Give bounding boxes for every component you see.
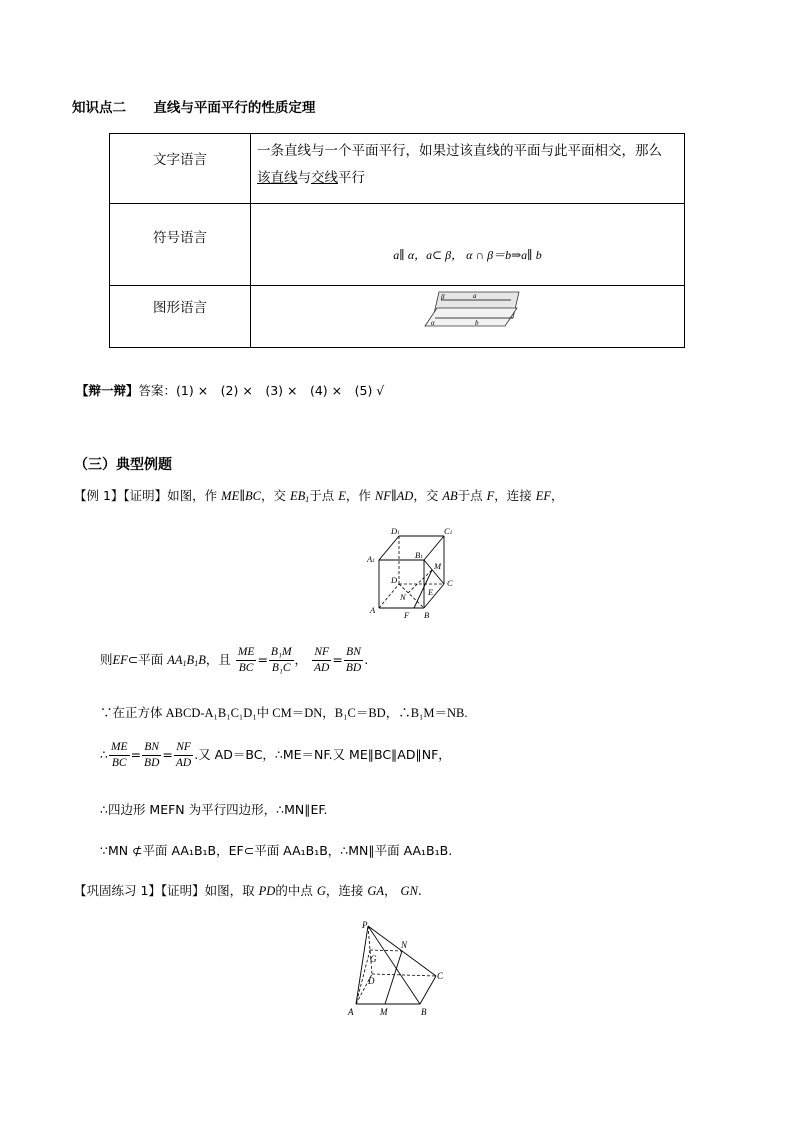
ex1-ef: EF: [535, 489, 552, 503]
theorem-table: [109, 133, 685, 348]
eq-2: =: [332, 652, 343, 667]
ex1-t2: ，交: [260, 488, 286, 503]
text-language-label: 文字语言: [110, 134, 251, 204]
proof-line-5: ∵MN ⊄平面 AA₁B₁B，EF⊂平面 AA₁B₁B，∴MN∥平面 AA₁B₁B.: [100, 843, 453, 858]
proof-line-1: 则EF⊂平面 $AA_1B_1B$，且 $\frac{ME}{BC}$ = $\frac{\text{B₁M}}{\text{B₁C}}$ ， $\frac{NF}{AD}$ = $\frac{BN}{BD}$ .: [100, 646, 369, 674]
eq-1: =: [257, 652, 268, 667]
label-a1: A1: [367, 554, 375, 564]
text-mid: 与: [297, 170, 311, 186]
label-a: A: [348, 1007, 354, 1017]
segment-mn: [385, 951, 402, 1004]
pyramid-figure: [340, 918, 460, 1022]
ex1-eb: EB: [289, 489, 306, 503]
label-b: b: [475, 319, 479, 327]
l1-and: ，且: [205, 652, 231, 667]
label-c1: C1: [444, 526, 453, 536]
label-n: N: [400, 592, 406, 602]
ex1-ab: AB: [442, 489, 458, 503]
label-d: D: [391, 575, 398, 585]
example1-intro: 【例 1】【证明】如图，作: [74, 488, 218, 503]
label-g: G: [370, 954, 377, 964]
pr-period: .: [417, 883, 422, 898]
pr-g: G: [316, 884, 326, 898]
proof-line-4: ∴四边形 MEFN 为平行四边形，∴MN∥EF.: [100, 802, 328, 817]
l3-post: .又 AD＝BC，∴ME＝NF.又 ME∥BC∥AD∥NF，: [194, 747, 451, 762]
underlined-intersection: 交线: [311, 170, 338, 186]
ex1-t4: 于点: [309, 488, 335, 503]
label-m: M: [434, 561, 442, 571]
l3-therefore: ∴: [100, 747, 108, 762]
ex1-t8: ，交: [413, 488, 439, 503]
ex1-me-bc: ME∥BC: [221, 489, 261, 503]
discuss-tag: 【辩一辩】: [76, 383, 139, 398]
example1-header: [74, 486, 564, 504]
edge-c1-b1: [424, 536, 444, 560]
ex1-e: E: [338, 489, 346, 503]
label-alpha: α: [431, 319, 435, 327]
plane-figure: [421, 288, 521, 330]
fraction-bn-bd: $\frac{BN}{BD}$: [345, 646, 362, 674]
symbol-formula: a∥ α，a⊂ β， α ∩ β＝b⇒a∥ b: [393, 248, 542, 262]
fraction-nf-ad: $\frac{NF}{AD}$: [314, 646, 330, 674]
ex1-eb-sub: 1: [305, 495, 310, 504]
symbol-language-cell: [251, 204, 685, 286]
l1-ef: EF: [112, 653, 128, 667]
l1-subset-plane: ⊂平面: [127, 652, 164, 667]
ex1-nf-ad: NF∥AD: [374, 489, 414, 503]
heading-title: 直线与平面平行的性质定理: [153, 100, 316, 116]
discuss-text: 答案：(1) × (2) × (3) × (4) × (5) √: [138, 383, 385, 398]
comma-1: ，: [294, 652, 308, 667]
label-p: P: [362, 920, 368, 930]
label-n: N: [401, 940, 408, 950]
cube-figure: [362, 522, 462, 622]
eq-4: =: [162, 747, 173, 762]
label-c: C: [447, 578, 453, 588]
label-f: F: [404, 610, 410, 620]
section-title: （三）典型例题: [74, 457, 172, 473]
edge-c-b: [424, 584, 444, 608]
label-b1: B1: [415, 550, 423, 560]
row-symbol-language: [110, 204, 685, 286]
label-a: A: [370, 605, 376, 615]
pr-ga: GA: [367, 884, 385, 898]
pr-pd: PD: [258, 884, 276, 898]
section-heading: [72, 96, 315, 116]
row-figure-language: [110, 286, 685, 348]
l1-aa: AA: [167, 653, 183, 667]
row-text-language: [110, 134, 685, 204]
ex1-t12: ，连接: [494, 488, 532, 503]
practice1-intro: 【巩固练习 1】【证明】如图，取: [74, 883, 255, 898]
edge-a-d: [379, 584, 399, 608]
fraction-me-bc: $\frac{ME}{BC}$: [237, 646, 255, 674]
edge-a1-d1: [379, 536, 399, 560]
l1-b: B: [186, 653, 195, 667]
practice1-header: [74, 881, 422, 899]
fraction-me-bc-2: $\frac{ME}{BC}$: [110, 741, 128, 769]
pr-midpoint: 的中点: [275, 883, 313, 898]
label-beta: β: [441, 293, 445, 301]
edge-b-c: [420, 976, 436, 1004]
ex1-t10: 于点: [457, 488, 483, 503]
text-language-content: [251, 134, 685, 204]
proof-line-2: ∵在正方体 ABCD-A₁B₁C₁D₁中 CM＝DN，B₁C＝BD，∴B₁M＝NB.: [100, 706, 468, 720]
label-b: B: [424, 610, 430, 620]
fraction-b1m-b1c: $\frac{\text{B₁M}}{\text{B₁C}}$: [270, 646, 292, 674]
label-a: a: [473, 292, 477, 300]
figure-language-cell: [251, 286, 685, 348]
label-b: B: [421, 1007, 427, 1017]
label-d: D: [368, 976, 375, 986]
symbol-language-label: 符号语言: [110, 204, 251, 286]
fraction-bn-bd-2: $\frac{BN}{BD}$: [144, 741, 160, 769]
label-d1: D1: [391, 526, 400, 536]
heading-number: 知识点二: [72, 100, 126, 116]
plane-alpha-shape: [425, 308, 517, 326]
edge-d-c: [372, 974, 436, 976]
ex1-t6: ，作: [345, 488, 371, 503]
pr-comma: ，: [384, 883, 397, 898]
fraction-nf-ad-2: $\frac{NF}{AD}$: [175, 741, 192, 769]
l1-pre: 则: [100, 652, 113, 667]
eq-3: =: [130, 747, 142, 762]
text-end: 平行: [338, 170, 365, 186]
text-content-line1: 一条直线与一个平面平行，如果过该直线的平面与此平面相交，那么: [257, 143, 662, 159]
segment-gn: [370, 950, 402, 951]
proof-line-3: [100, 740, 451, 771]
edge-p-b: [368, 926, 420, 1004]
pr-gn: GN: [400, 884, 418, 898]
figure-language-label: 图形语言: [110, 286, 251, 348]
label-c: C: [437, 971, 444, 981]
ex1-t14: ，: [551, 488, 564, 503]
label-m: M: [380, 1007, 388, 1017]
l1-b2: B: [198, 653, 206, 667]
underlined-line: 该直线: [257, 170, 298, 186]
discuss-answer: [76, 381, 384, 399]
period-1: .: [364, 652, 369, 667]
ex1-f: F: [486, 489, 495, 503]
pr-connect: ，连接: [325, 883, 364, 898]
label-e: E: [428, 587, 434, 597]
